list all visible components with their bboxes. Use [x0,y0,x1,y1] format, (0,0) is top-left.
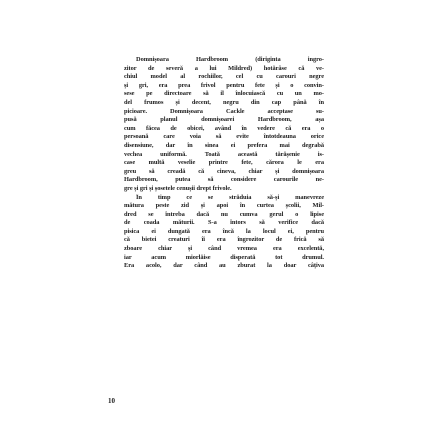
text-line: zboare chiar și când vremea era excelentă, [124,245,324,253]
text-line: vechea uniformă. Toată această tărășenie is- [124,150,324,158]
text-line: case multă veselie printre fete, cărora le era [124,159,324,167]
text-line: pisica ei dungată era încă la locul ei, pentru [124,227,324,235]
text-line: Domnișoara Hardbroom (diriginta ingro- [136,56,324,63]
text-line: și gri, era prea frivol pentru fete și o convin- [124,81,324,89]
text-line: Era acolo, dar când au zburat la doar câțiva [124,262,324,270]
text-line: sese pe directoare să il înlocuiască cu un mo- [124,90,324,98]
text-line: mătura peste zid și apoi în curtea școlii, Mil- [124,202,324,210]
text-line: pusă planul domnișoarei Hardbroom, așa [124,116,324,124]
text-line: disensiune, dar în sinea ei prefera mai degrabă [124,141,324,149]
text-line: dred se întreba dacă nu cumva gerul o lipise [124,210,324,218]
text-line: del frumos și decent, negru din cap până în [124,98,324,106]
text-line: Hardbroom, putea să considere carourile ne- [124,176,324,184]
text-line: că bietei creaturi îi era îngrozitor de frică să [124,236,324,244]
page-number: 10 [108,397,115,405]
text-line: În timp ce se străduia să-și manevreze [136,193,324,201]
text-line: gre și gri și șosetele cenușii drept frivole. [124,184,232,192]
text-line: picioare. Domnișoara Cackle acceptase su- [124,107,324,115]
body-text [124,56,324,271]
text-line: persoană care voia să evite întotdeauna orice [124,133,324,141]
paragraph [124,56,324,194]
text-line: greu să creadă că cineva, chiar și domnișoara [124,167,324,175]
text-line: iar acum miorlăise disperată tot drumul. [124,253,324,261]
text-line: chiul model al rochiilor, cel cu carouri negre [124,73,324,81]
text-line: cum făcea de obicei, având în vedere că era o [124,124,324,132]
paragraph [124,194,324,271]
text-line: de coada măturii. S-a întors să verifice dacă [124,219,324,227]
text-line: zitor de severă a lui Mildred) hotărâse că ve- [124,64,324,72]
